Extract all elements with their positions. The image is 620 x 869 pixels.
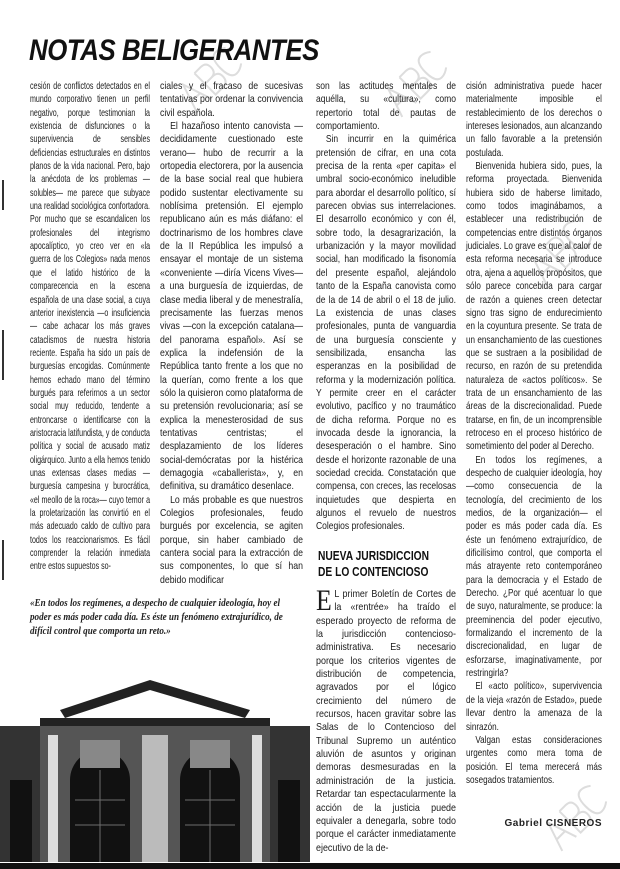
paragraph: ciales y el fracaso de sucesivas tentativas por ordenar la convivencia civil española. bbox=[160, 81, 303, 119]
paragraph: El hazañoso intento canovista —decididamente cuestionado este verano— hubo de recurrir a la ortopedia electorera, por la ausencia de la base social real que hubiera podido sustentar electivamente su noblísima pretensión. El ejemplo republicano aún es más diáfano: el doctrinarismo de los hombres clave de la II República les impulsó a ensayar el montaje de un sistema «conveniente —diría Vicens Vives— a una burguesía de izquierdas, de clase media liberal y de menestralía, precisamente las fuerzas menos vivas —con la excepción catalana— del panorama español». Así se explica la indefensión de la República tanto frente a los que no la querían, como frente a los que sólo la quisieron como plataforma de su pretensión revolucionaria; así se explica la menesterosidad de sus tentativas centristas; el desplazamiento de los líderes social-demócratas por la histérica demagogia «caballerista», y, en definitiva, su dramático desenlace. bbox=[160, 121, 303, 493]
bottom-scan-border bbox=[0, 863, 620, 869]
article-column-4 bbox=[466, 80, 602, 787]
paragraph: El «acto político», supervivencia de la vieja «razón de Estado», puede llevar dentro la amenaza de la sinrazón. bbox=[466, 681, 602, 733]
page-title: NOTAS BELIGERANTES bbox=[29, 34, 319, 67]
paragraph: cisión administrativa puede hacer materialmente imposible el restablecimiento de los derechos o intereses lesionados, aun alcanzando un fallo favorable a la pretensión postulada. bbox=[466, 81, 602, 159]
building-photo bbox=[0, 650, 310, 862]
paragraph: Sin incurrir en la quimérica pretensión de cifrar, en una cota precisa de la renta «per capita» el umbral socio-económico ineludible para abordar el desarrollo político, sí parecen obvias sus interrelaciones. El desarrollo económico y con él, sobre todo, la desagrarización, la urbanización y la mayor movilidad social, han modificado la fisonomía del presente español, alejándolo tanto de la España canovista como de la de 14 de abril o el 18 de julio. La existencia de unas clases profesionales, punta de vanguardia de una burguesía consciente y sensibilizada, ensancha las esperanzas en la posibilidad de reforma y la modernización política. Y permite creer en el carácter evolutivo, pacífico y no traumático de dicha reforma. Porque no es invocada desde la ignorancia, la desesperación o el hambre. Sino desde el horizonte razonable de una sociedad crecida. Constatación que compensa, con creces, las recelosas inquietudes que despierta en algunos el revuelo de nuestros Colegios profesionales. bbox=[316, 134, 456, 533]
article-column-1 bbox=[30, 80, 150, 574]
scan-edge-mark bbox=[2, 330, 4, 380]
pull-quote: «En todos los regímenes, a despecho de cualquier ideología, hoy el poder es más poder cada día. Es éste un fenómeno extrajurídico, de difícil control que comporta un reto.» bbox=[30, 598, 283, 637]
author-signature: Gabriel CISNEROS bbox=[504, 818, 602, 829]
paragraph: son las actitudes mentales de aquélla, su «cultura», como repertorio total de pautas de comportamiento. bbox=[316, 81, 456, 133]
scan-edge-mark bbox=[2, 540, 4, 580]
article-column-3 bbox=[316, 80, 456, 534]
paragraph: Lo más probable es que nuestros Colegios profesionales, feudo burgués por excelencia, se agiten porque, sin haber cambiado de cantera social para la extracción de sus componentes, lo que sí han debido modificar bbox=[160, 494, 303, 586]
paragraph: Bienvenida hubiera sido, pues, la reforma proyectada. Bienvenida hubiera sido de haberse limitado, como todos imaginábamos, a establecer una redistribución de competencias entre distintos órganos judiciales. Lo grave es que al calor de esta reforma necesaria se introduce otra, ajena a aquellos propósitos, que sólo parece concebida para cargar de razón a quienes creen detectar signo tras signo de endurecimiento en la coyuntura presente. Se trata de un ensanchamiento de las cuestiones que se sustraen a la posibilidad de recurso, en razón de su pretendida naturaleza de «actos políticos». Se trata de un ensanchamiento de las áreas de la discrecionalidad. Puede tratarse, en fin, de un incomprensible retroceso en el proceso histórico de sometimiento del poder al Derecho. bbox=[466, 161, 602, 453]
watermark-logo bbox=[538, 780, 612, 854]
paragraph: cesión de conflictos detectados en el mundo corporativo tienen un perfil negativo, porque testimonian la existencia de disfunciones o la supervivencia de sensibles deficiencias estructurales en distintos planos de la vida nacional. Pero, bajo la anécdota de los problemas —solubles— me parece que subyace una realidad sociológica confortadora. Por mucho que se escandalicen los profesionales del integrismo apocalíptico, yo creo ver en «la guerra de los Colegios» nada menos que el latido histórico de la comparecencia en la escena española de una clase social, a cuya anterior inexistencia —o insuficiencia— cabe achacar los más graves cataclismos de nuestra historia reciente. España ha sido un país de burguesías encogidas. Comúnmente hemos echado mano del término burgués para referirnos a un sector social muy reducido, tendente a entroncarse o identificarse con la aristocracia latifundista, y de conducta política y social de acusado matiz oligárquico. Junto a ella hemos tenido unas extensas clases medias —burguesía campesina y burocrática, «el meollo de la roca»— cuyo temor a la proletarización las convirtió en el más adecuado caldo de cultivo para todos los reaccionarismos. Es fácil comprender la relación inmediata entre estos supuestos so- bbox=[30, 81, 150, 573]
paragraph: Valgan estas consideraciones urgentes como mera toma de posición. El tema merecerá más sosegados tratamientos. bbox=[466, 734, 602, 786]
drop-cap: E bbox=[316, 584, 332, 617]
section-heading: NUEVA JURISDICCION DE LO CONTENCIOSO bbox=[318, 549, 430, 579]
article-column-2 bbox=[160, 80, 303, 587]
section-body bbox=[316, 584, 456, 855]
scan-edge-mark bbox=[2, 180, 4, 210]
paragraph: En todos los regímenes, a despecho de cualquier ideología, hoy —como consecuencia de la tecnología, del crecimiento de los medios, de la organización— el poder es más poder cada día. Es éste un fenómeno extrajurídico, de dificilísimo control, que comporta el más atrayente reto contemporáneo para la democracia y el Estado de Derecho. ¿Por qué acentuar lo que de suyo, naturalmente, se produce: la preeminencia del poder ejecutivo, formalizando el incremento de la discrecionalidad, en lugar de esforzarse, imaginativamente, por restringirla? bbox=[466, 454, 602, 680]
paragraph-text: L primer Boletín de Cortes de la «rentrée» ha traído el esperado proyecto de reforma de la jurisdicción contencioso-administrativa. Es necesario porque los criterios vigentes de distribución de competencia, agravados por el lógico crecimiento del número de recursos, hacen gravitar sobre las Salas de lo Contencioso del Tribunal Supremo un auténtico aluvión de asuntos y originan demoras desmesuradas en la administración de la justicia. Retardar tan espectacularmente la acción de la justicia puede equivaler a denegarla, sobre todo porque el carácter inmediatamente ejecutivo de la de- bbox=[316, 589, 456, 854]
paragraph bbox=[316, 584, 456, 855]
